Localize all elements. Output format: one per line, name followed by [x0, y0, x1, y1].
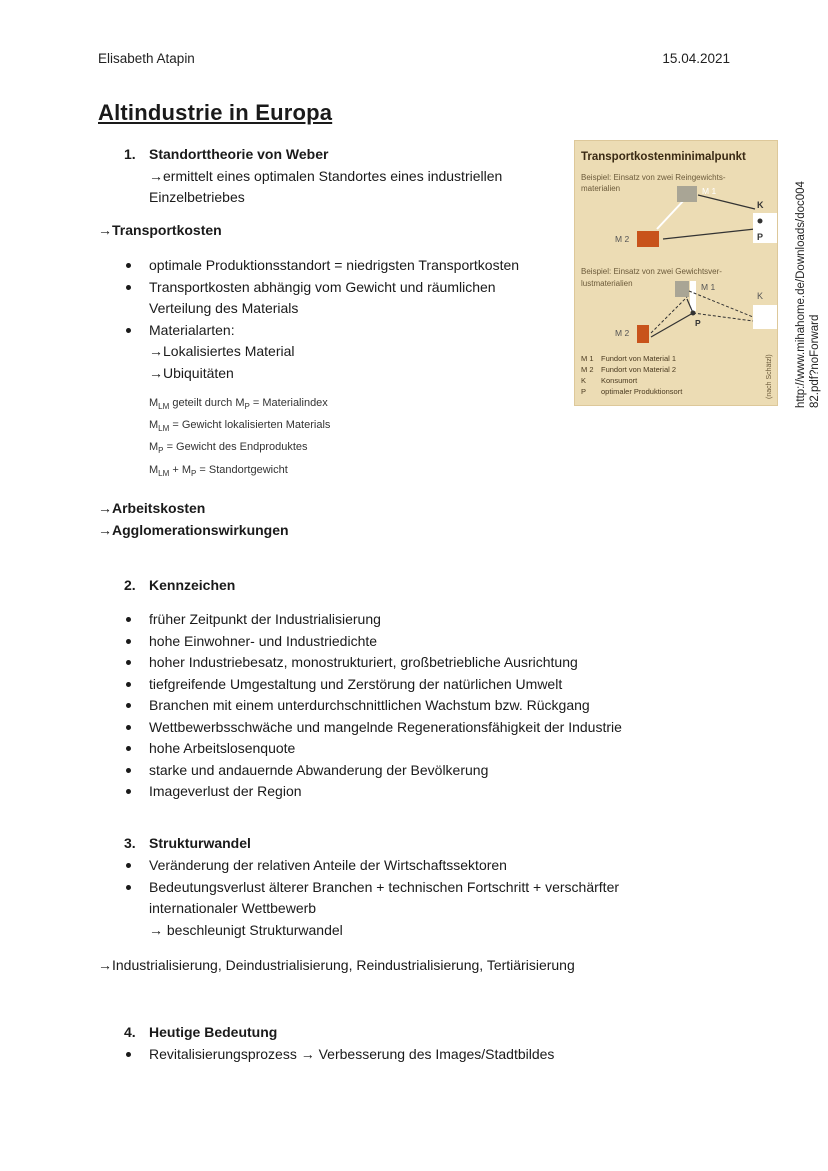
- bullet-text: Revitalisierungsprozess → Verbesserung des Images/Stadtbildes: [149, 1046, 555, 1062]
- legend-key: M 2: [581, 365, 594, 374]
- section-2-heading: Kennzeichen: [149, 577, 236, 593]
- section-3-heading-row: [124, 833, 251, 855]
- line-m1-k: [698, 195, 755, 209]
- bullet-text: Wettbewerbsschwäche und mangelnde Regenerationsfähigkeit der Industrie: [149, 718, 622, 735]
- bullet-text: hohe Arbeitslosenquote: [149, 740, 296, 756]
- bullet-text: früher Zeitpunkt der Industrialisierung: [149, 611, 381, 627]
- section-1-desc-line1: →ermittelt eines optimalen Standortes eines industriellen: [149, 167, 503, 184]
- line-m2-m1-dashed: [651, 297, 687, 333]
- industrialisierung-summary: →Industrialisierung, Deindustrialisierung, Reindustrialisierung, Tertiärisierung: [98, 957, 575, 973]
- section-4-number: 4.: [124, 1024, 136, 1040]
- list-item: [124, 738, 704, 760]
- transport-bullets: [124, 255, 574, 384]
- agglomeration-heading: →Agglomerationswirkungen: [98, 522, 289, 538]
- section-1-heading: Standorttheorie von Weber: [149, 146, 329, 162]
- list-item: [124, 255, 574, 277]
- side-url-line2: 82.pdf?noForward: [809, 314, 821, 408]
- strukturwandel-result: → beschleunigt Strukturwandel: [149, 921, 343, 938]
- figure-example-2-line1: Beispiel: Einsatz von zwei Gewichtsver-: [581, 267, 722, 276]
- bullet-text: Materialarten:: [149, 321, 235, 338]
- section-3-list: [124, 855, 704, 941]
- figure-example-1-line1: Beispiel: Einsatz von zwei Reingewichts-: [581, 173, 726, 182]
- list-item: [124, 717, 704, 739]
- figure-legend: [581, 354, 683, 396]
- bullet-text: Veränderung der relativen Anteile der Wirtschaftssektoren: [149, 857, 507, 873]
- side-url-line1: http://www.mihahome.de/Downloads/doc004: [795, 181, 807, 408]
- document-date: 15.04.2021: [662, 51, 730, 66]
- material-ubiquitous: →Ubiquitäten: [149, 364, 234, 381]
- section-1-desc: [124, 166, 502, 209]
- page-title: Altindustrie in Europa: [98, 100, 333, 125]
- bullet-text: optimale Produktionsstandort = niedrigsten Transportkosten: [149, 257, 520, 273]
- legend-key: P: [581, 387, 587, 396]
- legend-text: Fundort von Material 2: [601, 365, 677, 374]
- legend-text: Konsumort: [601, 376, 638, 385]
- bullet-text-cont: Verteilung des Materials: [149, 300, 299, 316]
- section-1: [124, 144, 502, 209]
- transport-cost-figure: [574, 140, 778, 406]
- label-m1: M 1: [702, 186, 717, 196]
- section-4-heading-row: [124, 1022, 277, 1044]
- bedeutung-bullets: [124, 1044, 704, 1066]
- white-divider: [690, 281, 696, 311]
- list-item: [124, 609, 704, 631]
- section-4-heading: Heutige Bedeutung: [149, 1024, 278, 1040]
- point-p-2: [691, 311, 696, 316]
- formula-block: [149, 394, 330, 483]
- m1-marker-2: [675, 281, 689, 297]
- list-item: [124, 877, 704, 942]
- figure-title: Transportkostenminimalpunkt: [581, 151, 746, 163]
- list-item: [124, 781, 704, 803]
- k-area-2: [753, 305, 777, 329]
- figure-example-1-line2: materialien: [581, 184, 621, 193]
- section-1-desc-line2: Einzelbetriebes: [149, 189, 245, 205]
- line-m1-k-dashed: [689, 291, 753, 317]
- m2-marker: [637, 231, 659, 247]
- bullet-text: Bedeutungsverlust älterer Branchen + technischen Fortschritt + verschärfter: [149, 878, 620, 895]
- section-2-list: [124, 609, 704, 803]
- m1-marker: [677, 186, 697, 202]
- section-1-heading-row: [124, 144, 502, 166]
- transport-heading: →Transportkosten: [98, 222, 222, 238]
- figure-example-2-line2: lustmaterialien: [581, 279, 633, 288]
- formula-line: $M_{LM}$ geteilt durch $M_P$ = Materialindex: [149, 397, 328, 412]
- bullet-text: Transportkosten abhängig vom Gewicht und räumlichen: [149, 278, 496, 295]
- label-p-2: P: [695, 318, 701, 328]
- line-m1-m2: [657, 199, 685, 229]
- section-2-heading-row: [124, 575, 235, 597]
- bullet-text: tiefgreifende Umgestaltung und Zerstörung der natürlichen Umwelt: [149, 675, 563, 692]
- line-m2-p2: [651, 313, 693, 337]
- bullet-text: starke und andauernde Abwanderung der Bevölkerung: [149, 761, 489, 778]
- legend-key: K: [581, 376, 587, 385]
- list-item: [124, 855, 704, 877]
- label-k-2: K: [757, 291, 764, 301]
- formula-line: $M_P$ = Gewicht des Endproduktes: [149, 441, 308, 456]
- bullet-text: hoher Industriebesatz, monostrukturiert, großbetriebliche Ausrichtung: [149, 654, 578, 670]
- section-2-number: 2.: [124, 577, 136, 593]
- line-m2-p: [663, 229, 755, 239]
- kennzeichen-bullets: [124, 609, 704, 803]
- line-p2-k: [693, 313, 753, 321]
- bullet-text-cont: internationaler Wettbewerb: [149, 900, 317, 916]
- label-p: P: [757, 232, 764, 242]
- bullet-text: Branchen mit einem unterdurchschnittlichen Wachstum bzw. Rückgang: [149, 697, 590, 713]
- section-1-number: 1.: [124, 146, 136, 162]
- list-item: [124, 1044, 704, 1066]
- label-k: K: [757, 200, 764, 210]
- legend-text: Fundort von Material 1: [601, 354, 677, 363]
- side-url: [786, 158, 820, 408]
- label-m2-2: M 2: [615, 328, 630, 338]
- list-item: [124, 760, 704, 782]
- strukturwandel-bullets: [124, 855, 704, 941]
- side-url-text: [794, 158, 822, 408]
- figure-source: (nach Schätzl): [766, 354, 773, 399]
- legend-key: M 1: [581, 354, 594, 363]
- transport-block: [124, 255, 574, 384]
- material-localized: →Lokalisiertes Material: [149, 343, 295, 359]
- formula-line: $M_{LM}$ = Gewicht lokalisierten Materials: [149, 419, 331, 434]
- label-m1-2: M 1: [701, 282, 716, 292]
- section-3-heading: Strukturwandel: [149, 835, 251, 851]
- author-name: Elisabeth Atapin: [98, 51, 195, 66]
- point-p: [758, 219, 763, 224]
- list-item: [124, 631, 704, 653]
- figure-diagram: [575, 141, 779, 407]
- list-item: [124, 652, 704, 674]
- arbeitskosten-heading: →Arbeitskosten: [98, 500, 206, 516]
- legend-text: optimaler Produktionsort: [601, 387, 683, 396]
- label-m2: M 2: [615, 234, 630, 244]
- bullet-text: hohe Einwohner- und Industriedichte: [149, 632, 378, 649]
- list-item: [124, 277, 574, 320]
- list-item: [124, 695, 704, 717]
- bullet-text: Imageverlust der Region: [149, 783, 302, 799]
- section-4-list: [124, 1044, 704, 1066]
- m2-marker-2: [637, 325, 649, 343]
- list-item: [124, 320, 574, 385]
- formula-line: $M_{LM} + M_P$ = Standortgewicht: [149, 463, 288, 478]
- list-item: [124, 674, 704, 696]
- section-3-number: 3.: [124, 835, 136, 851]
